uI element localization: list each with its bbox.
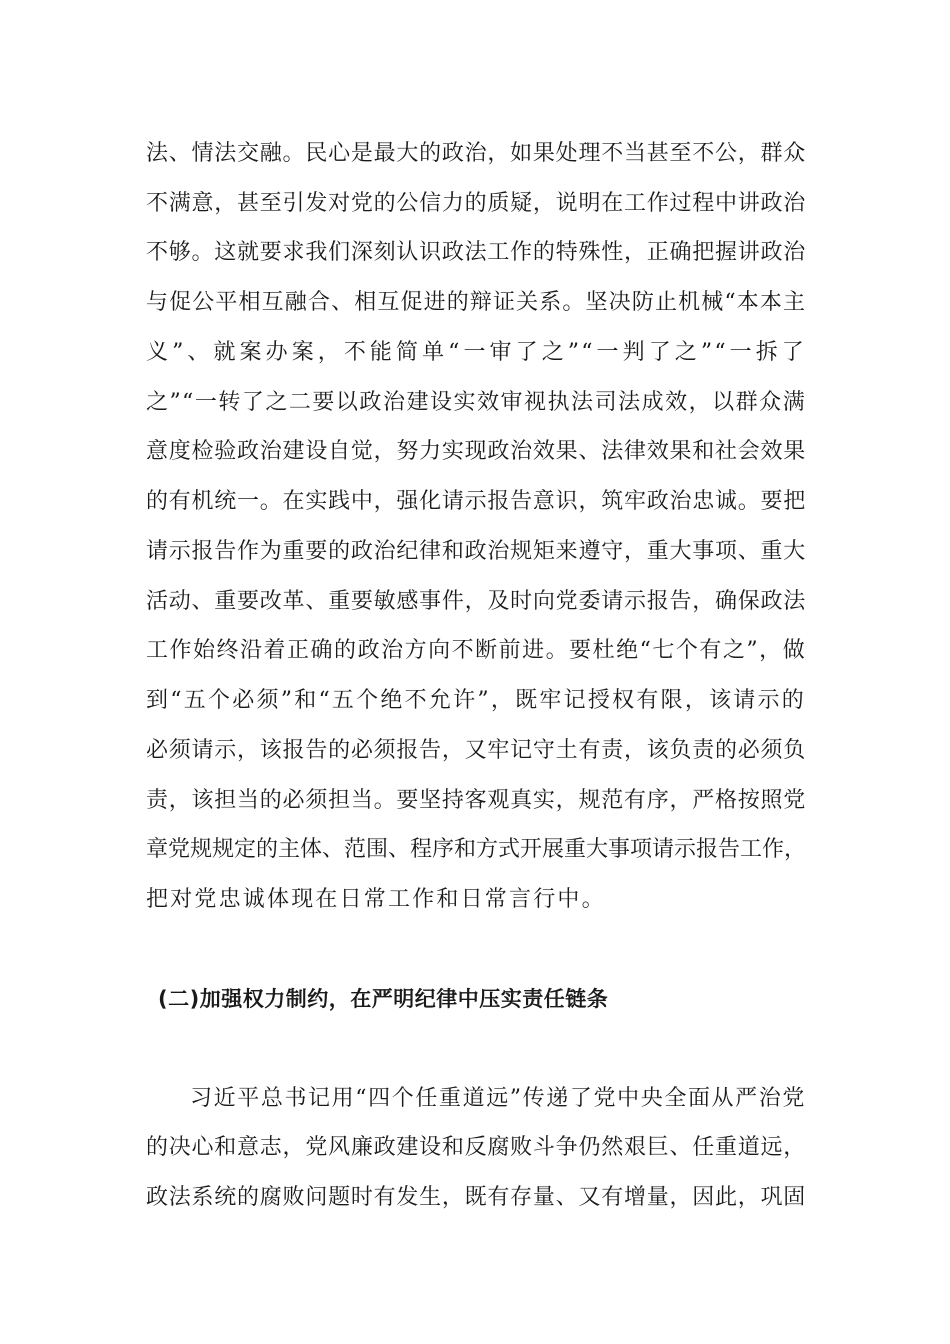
paragraph-line: 的有机统一。在实践中，强化请示报告意识，筑牢政治忠诚。要把 <box>146 489 806 514</box>
paragraph-line: 政法系统的腐败问题时有发生，既有存量、又有增量，因此，巩固 <box>146 1185 806 1210</box>
paragraph-line: 请示报告作为重要的政治纪律和政治规矩来遵守，重大事项、重大 <box>146 539 806 564</box>
paragraph-line: 之”“一转了之二要以政治建设实效审视执法司法成效，以群众满 <box>146 390 806 415</box>
paragraph-line: 不满意，甚至引发对党的公信力的质疑，说明在工作过程中讲政治 <box>146 191 806 216</box>
paragraph-line: 与促公平相互融合、相互促进的辩证关系。坚决防止机械“本本主 <box>146 290 806 315</box>
paragraph-line: 习近平总书记用“四个任重道远”传递了党中央全面从严治党 <box>190 1086 806 1111</box>
paragraph-line: 意度检验政治建设自觉，努力实现政治效果、法律效果和社会效果 <box>146 439 806 464</box>
paragraph-line: 把对党忠诚体现在日常工作和日常言行中。 <box>146 887 606 912</box>
paragraph-line: 责，该担当的必须担当。要坚持客观真实，规范有序，严格按照党 <box>146 788 806 813</box>
paragraph-line: 到“五个必须”和“五个绝不允许”，既牢记授权有限，该请示的 <box>146 688 806 713</box>
paragraph-line: 必须请示，该报告的必须报告，又牢记守土有责，该负责的必须负 <box>146 738 806 763</box>
paragraph-line: 法、情法交融。民心是最大的政治，如果处理不当甚至不公，群众 <box>146 141 806 166</box>
paragraph-line: 活动、重要改革、重要敏感事件，及时向党委请示报告，确保政法 <box>146 589 806 614</box>
paragraph-line: 义”、就案办案，不能简单“一审了之”“一判了之”“一拆了 <box>146 340 806 365</box>
paragraph-line: 的决心和意志，党风廉政建设和反腐败斗争仍然艰巨、任重道远， <box>146 1135 806 1160</box>
paragraph-line: 工作始终沿着正确的政治方向不断前进。要杜绝“七个有之”，做 <box>146 638 806 663</box>
paragraph-line: 不够。这就要求我们深刻认识政法工作的特殊性，正确把握讲政治 <box>146 240 806 265</box>
section-heading: (二)加强权力制约，在严明纪律中压实责任链条 <box>158 987 609 1011</box>
paragraph-line: 章党规规定的主体、范围、程序和方式开展重大事项请示报告工作， <box>146 837 807 862</box>
